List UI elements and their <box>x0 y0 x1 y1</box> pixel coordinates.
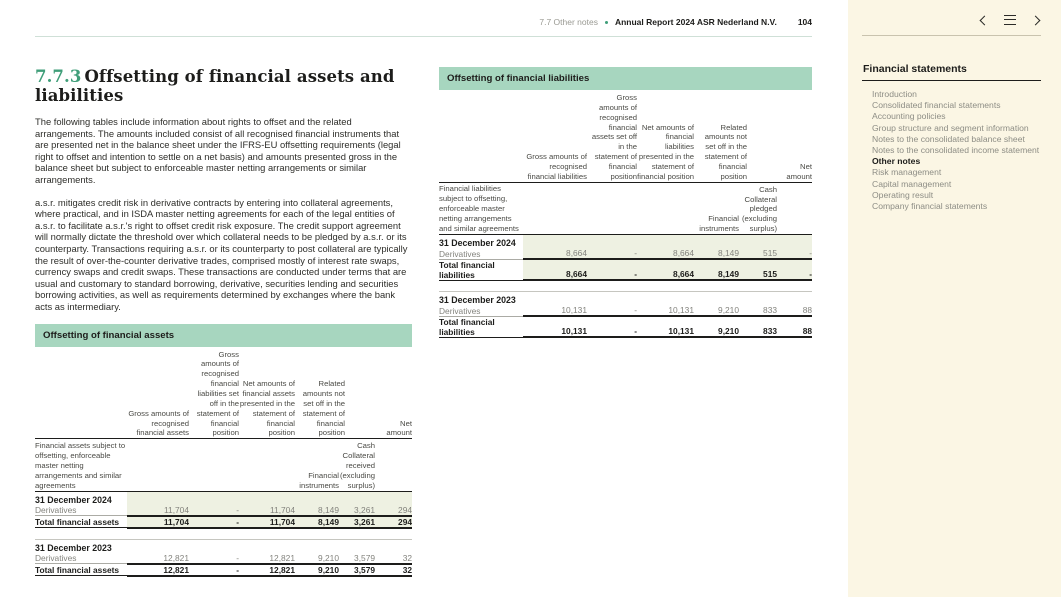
value-cell: 8,664 <box>637 248 694 259</box>
sidebar-divider <box>862 35 1041 36</box>
value-cell: 833 <box>739 305 777 316</box>
assets-table-title: Offsetting of financial assets <box>35 324 412 347</box>
header-divider <box>35 36 812 37</box>
assets-table <box>35 350 412 577</box>
sidebar-item-consolidated-financial-statements[interactable]: Consolidated financial statements <box>872 100 1001 111</box>
page-header <box>35 13 812 36</box>
sidebar-item-group-structure[interactable]: Group structure and segment information <box>872 122 1029 133</box>
sidebar-item-operating-result[interactable]: Operating result <box>872 189 934 200</box>
content-columns <box>35 67 812 577</box>
period-label: 31 December 2024 <box>439 235 523 249</box>
value-cell: 833 <box>739 316 777 337</box>
value-cell: 294 <box>375 516 412 528</box>
row-label: Derivatives <box>35 553 127 564</box>
value-cell: 8,149 <box>295 516 339 528</box>
row-label: Derivatives <box>439 248 523 259</box>
table-row <box>439 305 812 316</box>
value-cell: 9,210 <box>694 316 739 337</box>
value-cell: 88 <box>777 305 812 316</box>
separator-dot-icon <box>605 21 608 24</box>
value-cell: 12,821 <box>127 553 189 564</box>
empty-cell <box>439 93 523 182</box>
period-row <box>35 539 412 553</box>
report-title: Annual Report 2024 ASR Nederland N.V. <box>614 17 777 27</box>
period-label: 31 December 2023 <box>35 539 127 553</box>
left-column <box>35 67 412 577</box>
value-cell: 10,131 <box>523 305 587 316</box>
value-cell: 88 <box>777 316 812 337</box>
period-row <box>35 491 412 505</box>
column-header: Related amounts not set off in the statement of financial position <box>694 93 777 182</box>
navigation-sidebar <box>848 0 1061 597</box>
value-cell: 8,664 <box>637 259 694 280</box>
sub-column-header: Financial instruments <box>699 214 739 234</box>
value-cell: 32 <box>375 553 412 564</box>
value-cell: - <box>189 564 239 576</box>
viewer-nav-icons <box>862 12 1041 35</box>
value-cell: 8,149 <box>295 505 339 516</box>
value-cell: 10,131 <box>637 305 694 316</box>
sidebar-item-other-notes[interactable]: Other notes <box>872 156 921 167</box>
offsetting-liabilities-table-block <box>439 67 812 338</box>
chevron-right-icon[interactable] <box>1031 15 1041 25</box>
sub-column-header: Cash Collateral received (excluding surplus) <box>339 441 376 490</box>
value-cell: 3,579 <box>339 553 375 564</box>
period-row <box>439 292 812 306</box>
value-cell: 9,210 <box>295 564 339 576</box>
column-header: Gross amounts of recognised financial assets set off in the statement of financial position <box>587 93 637 182</box>
value-cell: - <box>587 305 637 316</box>
value-cell: - <box>189 516 239 528</box>
spacer-row <box>35 528 412 540</box>
value-cell: 3,261 <box>339 505 375 516</box>
liabilities-table-title: Offsetting of financial liabilities <box>439 67 812 90</box>
value-cell: 9,210 <box>295 553 339 564</box>
value-cell: - <box>189 553 239 564</box>
total-row <box>35 516 412 528</box>
value-cell: 515 <box>739 259 777 280</box>
row-group-label: Financial assets subject to offsetting, enforceable master netting arrangements and similar agreements <box>35 440 126 490</box>
assets-subheader-row <box>35 439 412 491</box>
row-group-label: Financial liabilities subject to offsetting, enforceable master netting arrangements and similar agreements <box>439 184 519 234</box>
sidebar-item-notes-income-statement[interactable]: Notes to the consolidated income statement <box>872 145 1040 156</box>
value-cell: 11,704 <box>239 516 295 528</box>
value-cell: 32 <box>375 564 412 576</box>
total-row <box>439 259 812 280</box>
assets-header-row <box>35 350 412 439</box>
table-row <box>439 248 812 259</box>
highlight-band <box>523 235 812 249</box>
liabilities-subheader-row <box>439 182 812 234</box>
value-cell: - <box>587 248 637 259</box>
right-column <box>439 67 812 338</box>
table-row <box>35 553 412 564</box>
value-cell: 3,261 <box>339 516 375 528</box>
value-cell: 10,131 <box>637 316 694 337</box>
liabilities-header-row <box>439 93 812 182</box>
empty-cell <box>35 350 127 439</box>
column-header: Related amounts not set off in the statement of financial position <box>295 350 375 439</box>
table-row <box>35 505 412 516</box>
page-number: 104 <box>797 17 812 27</box>
value-cell: - <box>777 248 812 259</box>
sidebar-nav-list <box>862 89 1041 212</box>
total-row <box>35 564 412 576</box>
paragraph-2: a.s.r. mitigates credit risk in derivative contracts by entering into collateral agreements, where practical, and in ISDA master netting agreements for each of the legal entities of a.s.r. to facilitate a.s.r.'s right to offset credit risk exposure. The credit support agreement will normally dictate the threshold over which collateral needs to be pledged by a.s.r. or its counterparty. Transactions requiring a.s.r. or its counterparty to post collateral are typically the result of over-the-counter derivative trades, comprised mostly of interest rate swaps, currency swaps and credit swaps. These transactions are conducted under terms that are usual and customary to standard borrowing, derivative, securities lending and securities borrowing activities, as well as requirements determined by exchanges where the bank acts as intermediary. <box>35 196 408 312</box>
sidebar-item-accounting-policies[interactable]: Accounting policies <box>872 111 946 122</box>
sidebar-item-capital-management[interactable]: Capital management <box>872 178 952 189</box>
liabilities-table <box>439 93 812 338</box>
sidebar-title: Financial statements <box>862 63 1041 81</box>
column-header: Gross amounts of recognised financial assets <box>127 350 189 439</box>
value-cell: 9,210 <box>694 305 739 316</box>
section-heading <box>35 67 412 105</box>
row-label: Derivatives <box>35 505 127 516</box>
total-label: Total financial liabilities <box>439 316 523 337</box>
value-cell: 8,149 <box>694 248 739 259</box>
value-cell: 8,664 <box>523 248 587 259</box>
value-cell: 11,704 <box>239 505 295 516</box>
value-cell: - <box>587 316 637 337</box>
value-cell: 12,821 <box>239 564 295 576</box>
value-cell: - <box>587 259 637 280</box>
sidebar-item-notes-balance-sheet[interactable]: Notes to the consolidated balance sheet <box>872 133 1025 144</box>
period-row <box>439 235 812 249</box>
column-header: Net amount <box>375 350 412 439</box>
chevron-left-icon[interactable] <box>980 15 990 25</box>
value-cell: 10,131 <box>523 316 587 337</box>
column-header: Gross amounts of recognised financial liabilities set off in the statement of financial position <box>189 350 239 439</box>
value-cell: 515 <box>739 248 777 259</box>
section-number: 7.7.3 <box>35 67 82 86</box>
highlight-band <box>127 491 412 505</box>
paragraph-1: The following tables include information about rights to offset and the related arrangements. The amounts included consist of all recognised financial instruments that are presented net in the balance sheet under the IFRS-EU offsetting requirements (legal right to offset and intention to settle on a net basis) and amounts presented gross in the balance sheet but subject to enforceable master netting arrangements or similar arrangements. <box>35 116 401 185</box>
sub-column-header: Financial instruments <box>299 470 339 490</box>
total-row <box>439 316 812 337</box>
breadcrumb: 7.7 Other notes <box>539 17 598 27</box>
sidebar-item-introduction[interactable]: Introduction <box>872 89 917 99</box>
value-cell: 3,579 <box>339 564 375 576</box>
value-cell: 12,821 <box>127 564 189 576</box>
column-header: Net amounts of financial liabilities presented in the statement of financial position <box>637 93 694 182</box>
column-header: Net amounts of financial assets presented in the statement of financial position <box>239 350 295 439</box>
sidebar-item-company-financial-statements[interactable]: Company financial statements <box>872 201 988 212</box>
sub-column-header: Cash Collateral pledged (excluding surplus) <box>741 184 778 234</box>
sidebar-item-risk-management[interactable]: Risk management <box>872 167 942 178</box>
value-cell: 8,149 <box>694 259 739 280</box>
value-cell: - <box>777 259 812 280</box>
spacer-row <box>439 280 812 292</box>
value-cell: - <box>189 505 239 516</box>
value-cell: 294 <box>375 505 412 516</box>
menu-icon[interactable] <box>1004 15 1016 25</box>
total-label: Total financial liabilities <box>439 259 523 280</box>
offsetting-assets-table-block <box>35 324 412 577</box>
value-cell: 8,664 <box>523 259 587 280</box>
value-cell: 12,821 <box>239 553 295 564</box>
column-header: Net amount <box>777 93 812 182</box>
row-label: Derivatives <box>439 305 523 316</box>
total-label: Total financial assets <box>35 564 127 576</box>
value-cell: 11,704 <box>127 516 189 528</box>
section-title: Offsetting of financial assets and liabilities <box>35 67 395 105</box>
period-label: 31 December 2024 <box>35 491 127 505</box>
column-header: Gross amounts of recognised financial liabilities <box>523 93 587 182</box>
total-label: Total financial assets <box>35 516 127 528</box>
value-cell: 11,704 <box>127 505 189 516</box>
period-label: 31 December 2023 <box>439 292 523 306</box>
